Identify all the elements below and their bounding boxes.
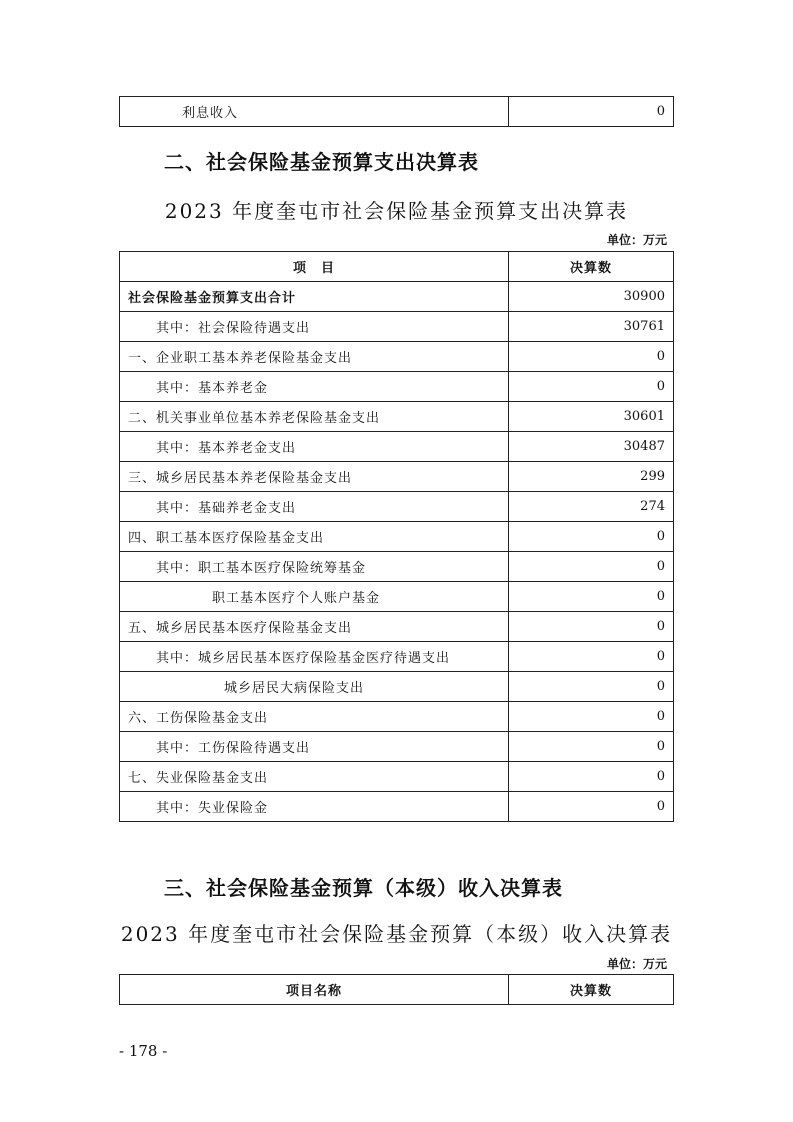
row-label: 二、机关事业单位基本养老保险基金支出 bbox=[120, 402, 509, 432]
row-value: 0 bbox=[509, 642, 674, 672]
table-row bbox=[120, 702, 674, 732]
row-label: 七、失业保险基金支出 bbox=[120, 762, 509, 792]
table-row bbox=[120, 462, 674, 492]
table-row bbox=[120, 282, 674, 312]
row-value: 0 bbox=[509, 792, 674, 822]
row-label: 其中：职工基本医疗保险统筹基金 bbox=[120, 552, 509, 582]
row-value: 0 bbox=[509, 762, 674, 792]
row-label: 其中：基本养老金 bbox=[120, 372, 509, 402]
row-value: 30487 bbox=[509, 432, 674, 462]
row-label: 职工基本医疗个人账户基金 bbox=[120, 582, 509, 612]
row-value: 0 bbox=[509, 342, 674, 372]
income-table-title: 2023 年度奎屯市社会保险基金预算（本级）收入决算表 bbox=[120, 922, 673, 946]
table-row bbox=[120, 342, 674, 372]
table-row bbox=[120, 402, 674, 432]
header-amount: 决算数 bbox=[509, 252, 674, 282]
row-value: 0 bbox=[509, 372, 674, 402]
row-value: 0 bbox=[509, 702, 674, 732]
row-value: 30761 bbox=[509, 312, 674, 342]
row-label: 其中：城乡居民基本医疗保险基金医疗待遇支出 bbox=[120, 642, 509, 672]
row-label: 其中：失业保险金 bbox=[120, 792, 509, 822]
expenditure-table-title: 2023 年度奎屯市社会保险基金预算支出决算表 bbox=[164, 199, 629, 223]
expenditure-table bbox=[119, 251, 674, 822]
row-label: 城乡居民大病保险支出 bbox=[120, 672, 509, 702]
header-item-name: 项目名称 bbox=[120, 975, 509, 1005]
table-header-row bbox=[120, 252, 674, 282]
unit-label: 单位：万元 bbox=[606, 233, 667, 247]
row-value: 0 bbox=[509, 612, 674, 642]
row-value: 0 bbox=[509, 582, 674, 612]
row-value: 0 bbox=[509, 552, 674, 582]
income-table bbox=[119, 974, 674, 1005]
table-row bbox=[120, 552, 674, 582]
unit-label: 单位：万元 bbox=[606, 957, 667, 971]
row-label: 其中：社会保险待遇支出 bbox=[120, 312, 509, 342]
row-label: 四、职工基本医疗保险基金支出 bbox=[120, 522, 509, 552]
page-number: - 178 - bbox=[119, 1042, 168, 1060]
header-item: 项 目 bbox=[120, 252, 509, 282]
table-row bbox=[120, 792, 674, 822]
row-label: 六、工伤保险基金支出 bbox=[120, 702, 509, 732]
table-header-row bbox=[120, 975, 674, 1005]
row-label: 其中：工伤保险待遇支出 bbox=[120, 732, 509, 762]
row-value: 0 bbox=[509, 732, 674, 762]
row-label: 其中：基础养老金支出 bbox=[120, 492, 509, 522]
table-row bbox=[120, 372, 674, 402]
header-amount: 决算数 bbox=[509, 975, 674, 1005]
row-value: 30900 bbox=[509, 282, 674, 312]
table-row bbox=[120, 432, 674, 462]
row-label: 五、城乡居民基本医疗保险基金支出 bbox=[120, 612, 509, 642]
row-label: 利息收入 bbox=[120, 97, 509, 127]
row-value: 0 bbox=[509, 522, 674, 552]
table-row bbox=[120, 672, 674, 702]
table-row bbox=[120, 582, 674, 612]
row-value: 274 bbox=[509, 492, 674, 522]
table-row bbox=[120, 732, 674, 762]
table-row bbox=[120, 492, 674, 522]
section-heading-expenditure: 二、社会保险基金预算支出决算表 bbox=[164, 150, 479, 174]
row-value: 299 bbox=[509, 462, 674, 492]
table-row bbox=[120, 642, 674, 672]
row-label: 其中：基本养老金支出 bbox=[120, 432, 509, 462]
row-label: 社会保险基金预算支出合计 bbox=[120, 282, 509, 312]
row-label: 三、城乡居民基本养老保险基金支出 bbox=[120, 462, 509, 492]
table-row bbox=[120, 762, 674, 792]
table-row bbox=[120, 612, 674, 642]
table-row bbox=[120, 312, 674, 342]
row-value: 0 bbox=[509, 672, 674, 702]
previous-income-table bbox=[119, 96, 674, 127]
table-row bbox=[120, 522, 674, 552]
section-heading-income: 三、社会保险基金预算（本级）收入决算表 bbox=[164, 876, 563, 900]
row-label: 一、企业职工基本养老保险基金支出 bbox=[120, 342, 509, 372]
row-value: 0 bbox=[509, 97, 674, 127]
row-value: 30601 bbox=[509, 402, 674, 432]
table-row bbox=[120, 97, 674, 127]
